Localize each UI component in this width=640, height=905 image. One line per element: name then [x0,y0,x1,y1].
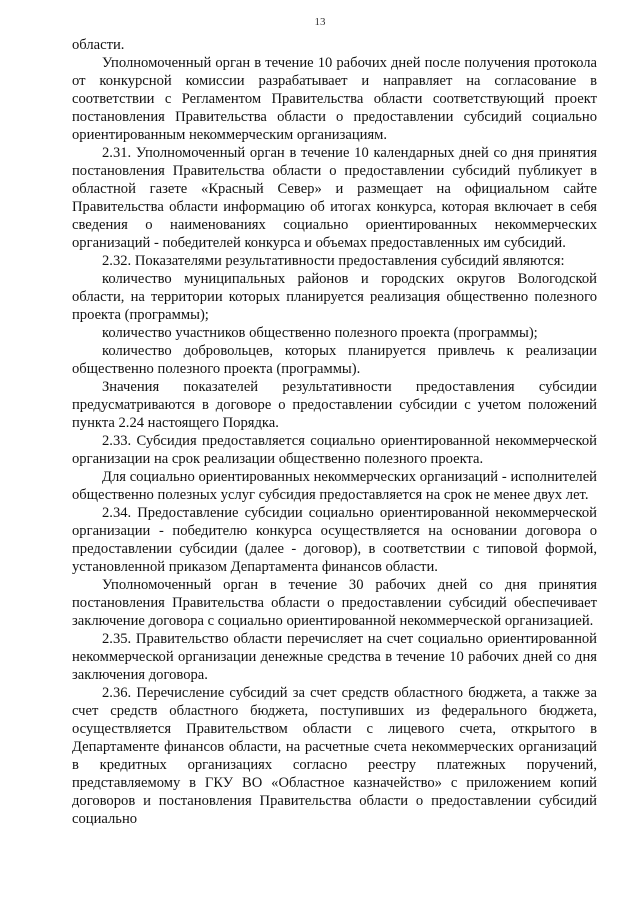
indicator-item-participants: количество участников общественно полезного проекта (программы); [102,325,538,341]
paragraph-indicator-values: Значения показателей результативности предоставления субсидии предусматриваются в договоре о предоставлении субсидии с учетом положений пункта 2.24 настоящего Порядка. [72,379,597,431]
paragraph-continuation: области. [72,37,125,53]
paragraph-service-providers: Для социально ориентированных некоммерческих организаций - исполнителей общественно полезных услуг субсидия предоставляется на срок не менее двух лет. [72,469,597,503]
paragraph-2-36: 2.36. Перечисление субсидий за счет средств областного бюджета, а также за счет средств областного бюджета, поступивших из федерального бюджета, осуществляется Правительством области с лицевого счета, открытого в Департаменте финансов области, на расчетные счета некоммерческих организаций в кредитных организациях согласно реестру платежных поручений, представляемому в ГКУ ВО «Областное казначейство» с приложением копий договоров и постановления Правительства области о предоставлении субсидий социально [72,685,597,827]
indicator-item-districts: количество муниципальных районов и городских округов Вологодской области, на территории которых планируется реализация общественно полезного проекта (программы); [72,271,597,323]
paragraph-2-35: 2.35. Правительство области перечисляет на счет социально ориентированной некоммерческой организации денежные средства в течение 10 рабочих дней со дня заключения договора. [72,631,597,683]
paragraph-2-34: 2.34. Предоставление субсидии социально ориентированной некоммерческой организации - победителю конкурса осуществляется на основании договора о предоставлении субсидии (далее - договор), в соответствии с типовой формой, установленной приказом Департамента финансов области. [72,505,597,575]
indicator-item-volunteers: количество добровольцев, которых планируется привлечь к реализации общественно полезного проекта (программы). [72,343,597,377]
paragraph-2-31: 2.31. Уполномоченный орган в течение 10 календарных дней со дня принятия постановления Правительства области о предоставлении субсидий публикует в областной газете «Красный Север» и размещает на официальном сайте Правительства области информацию об итогах конкурса, которая включает в себя сведения о наименованиях социально ориентированных некоммерческих организаций - победителей конкурса и объемах предоставленных им субсидий. [72,145,597,251]
document-body [72,36,597,828]
paragraph-protocol: Уполномоченный орган в течение 10 рабочих дней после получения протокола от конкурсной комиссии разрабатывает и направляет на согласование в соответствии с Регламентом Правительства области соответствующий проект постановления Правительства области о предоставлении субсидий социально ориентированным некоммерческим организациям. [72,55,597,143]
paragraph-2-32: 2.32. Показателями результативности предоставления субсидий являются: [102,253,565,269]
page-number: 13 [314,16,326,28]
paragraph-contract-conclusion: Уполномоченный орган в течение 30 рабочих дней со дня принятия постановления Правительства области о предоставлении субсидий обеспечивает заключение договора с социально ориентированной некоммерческой организацией. [72,577,597,629]
paragraph-2-33: 2.33. Субсидия предоставляется социально ориентированной некоммерческой организации на срок реализации общественно полезного проекта. [72,433,597,467]
